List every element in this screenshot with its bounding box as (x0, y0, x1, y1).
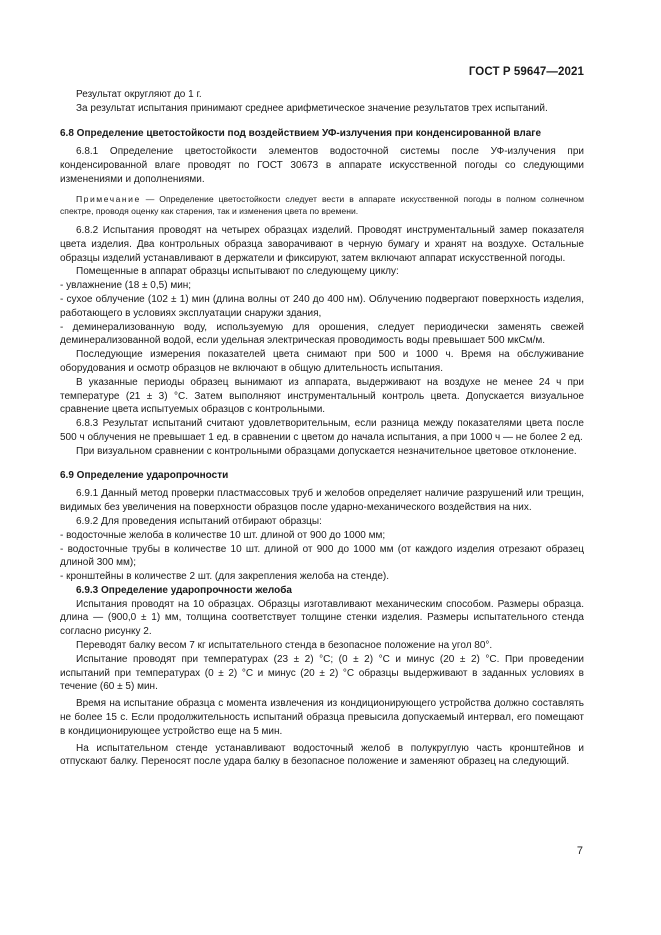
list-item: - кронштейны в количестве 2 шт. (для закрепления желоба на стенде). (60, 571, 390, 583)
note-text: — Определение цветостойкости следует вести в аппарате искусственной погоды в полном солнечном спектре, проводя оценку как старения, так и изменения цвета по времени. (60, 193, 584, 217)
list-item: - увлажнение (18 ± 0,5) мин; (60, 280, 192, 292)
list-item: - сухое облучение (102 ± 1) мин (длина волны от 240 до 400 нм). Облучению подвергают поверхность изделия, работающего в условиях эксплуатации снаружи здания, (60, 293, 584, 319)
paragraph-6-8-1: 6.8.1 Определение цветостойкости элементов водосточной системы после УФ-излучения при конденсированной влаге проводят по ГОСТ 30673 в аппарате искусственной погоды со следующими изменениями и дополнениями. (60, 146, 584, 185)
page-content (60, 88, 584, 769)
note-paragraph (60, 193, 584, 218)
section-heading-6-9: 6.9 Определение ударопрочности (60, 469, 229, 481)
paragraph-6-8-2: 6.8.2 Испытания проводят на четырех образцах изделий. Проводят инструментальный замер показателя цвета изделия. Два контрольных образца заворачивают в черную бумагу и хранят на воздухе. Остальные образцы изделий устанавливают в держатели и фиксируют, затем включают аппарат искусственной погоды. (60, 224, 584, 264)
standard-code: ГОСТ Р 59647—2021 (468, 66, 584, 78)
paragraph-periods: В указанные периоды образец вынимают из аппарата, выдерживают на воздухе не менее 24 ч при температуре (21 ± 3) °С. Затем выполняют инструментальный контроль цвета. Допускается визуальное сравнение цвета испытуемых образцов с контрольными. (60, 376, 584, 416)
paragraph-6-9-2: 6.9.2 Для проведения испытаний отбирают образцы: (76, 515, 322, 527)
paragraph-6-9-1: 6.9.1 Данный метод проверки пластмассовых труб и желобов определяет наличие разрушений или трещин, видимых без увеличения на поверхности образцов после ударно-механического воздействия на них. (60, 488, 584, 514)
paragraph-6-9-3-stand: На испытательном стенде устанавливают водосточный желоб в полукруглую часть кронштейнов и отпускают балку. Переносят после удара балку в безопасное положение и заменяют образец на следующий. (60, 742, 584, 768)
note-label: Примечание (76, 193, 141, 204)
page-number: 7 (576, 845, 583, 857)
paragraph-6-9-3-samples: Испытания проводят на 10 образцах. Образцы изготавливают механическим способом. Размеры образца. длина — (900,0 ± 1) мм, толщина соответствует толщине стенки изделия. Размеры испытательного стенда согласно рисунку 2. (60, 598, 584, 638)
paragraph-6-9-3-time: Время на испытание образца с момента извлечения из кондиционирующего устройства должно составлять не более 15 с. Если продолжительность испытаний образца превысила допускаемый интервал, его помещают в кондиционирующее устройство еще на 5 мин. (60, 698, 584, 737)
paragraph-result-mean: За результат испытания принимают среднее арифметическое значение результатов трех испытаний. (76, 102, 548, 114)
paragraph-6-9-3-temperatures: Испытание проводят при температурах (23 ± 2) °С; (0 ± 2) °С и минус (20 ± 2) °С. При проведении испытаний при температурах (0 ± 2) °С и минус (20 ± 2) °С образцы выдерживают в заданных условиях в течение (60 ± 5) мин. (60, 653, 584, 693)
paragraph-visual-comparison: При визуальном сравнении с контрольными образцами допускается незначительное цветовое отклонение. (76, 445, 577, 457)
paragraph-6-8-3: 6.8.3 Результат испытаний считают удовлетворительным, если разница между показателями цвета после 500 ч облучения не превышает 1 ед. в сравнении с цветом до начала испытания, а при 1000 ч — не более 2 ед. (60, 418, 584, 443)
list-item: - деминерализованную воду, используемую для орошения, следует периодически заменять свежей деминерализованной водой, если удельная электрическая проводимость воды превышает 500 мкСм/м. (60, 321, 584, 347)
paragraph-6-9-3-beam: Переводят балку весом 7 кг испытательного стенда в безопасное положение на угол 80°. (76, 640, 493, 652)
paragraph-rounding: Результат округляют до 1 г. (76, 89, 202, 100)
list-item: - водосточные трубы в количестве 10 шт. длиной от 900 до 1000 мм (от каждого изделия отрезают образец длиной 300 мм); (60, 543, 584, 569)
list-item: - водосточные желоба в количестве 10 шт. длиной от 900 до 1000 мм; (60, 529, 386, 541)
section-heading-6-8: 6.8 Определение цветостойкости под воздействием УФ-излучения при конденсированной влаге (60, 127, 542, 139)
paragraph-subsequent-measurements: Последующие измерения показателей цвета снимают при 500 и 1000 ч. Время на обслуживание оборудования и осмотр образцов не включают в общую длительность испытания. (60, 349, 584, 374)
subsection-heading-6-9-3: 6.9.3 Определение ударопрочности желоба (76, 584, 292, 596)
paragraph-cycle-intro: Помещенные в аппарат образцы испытывают по следующему циклу: (76, 266, 399, 278)
